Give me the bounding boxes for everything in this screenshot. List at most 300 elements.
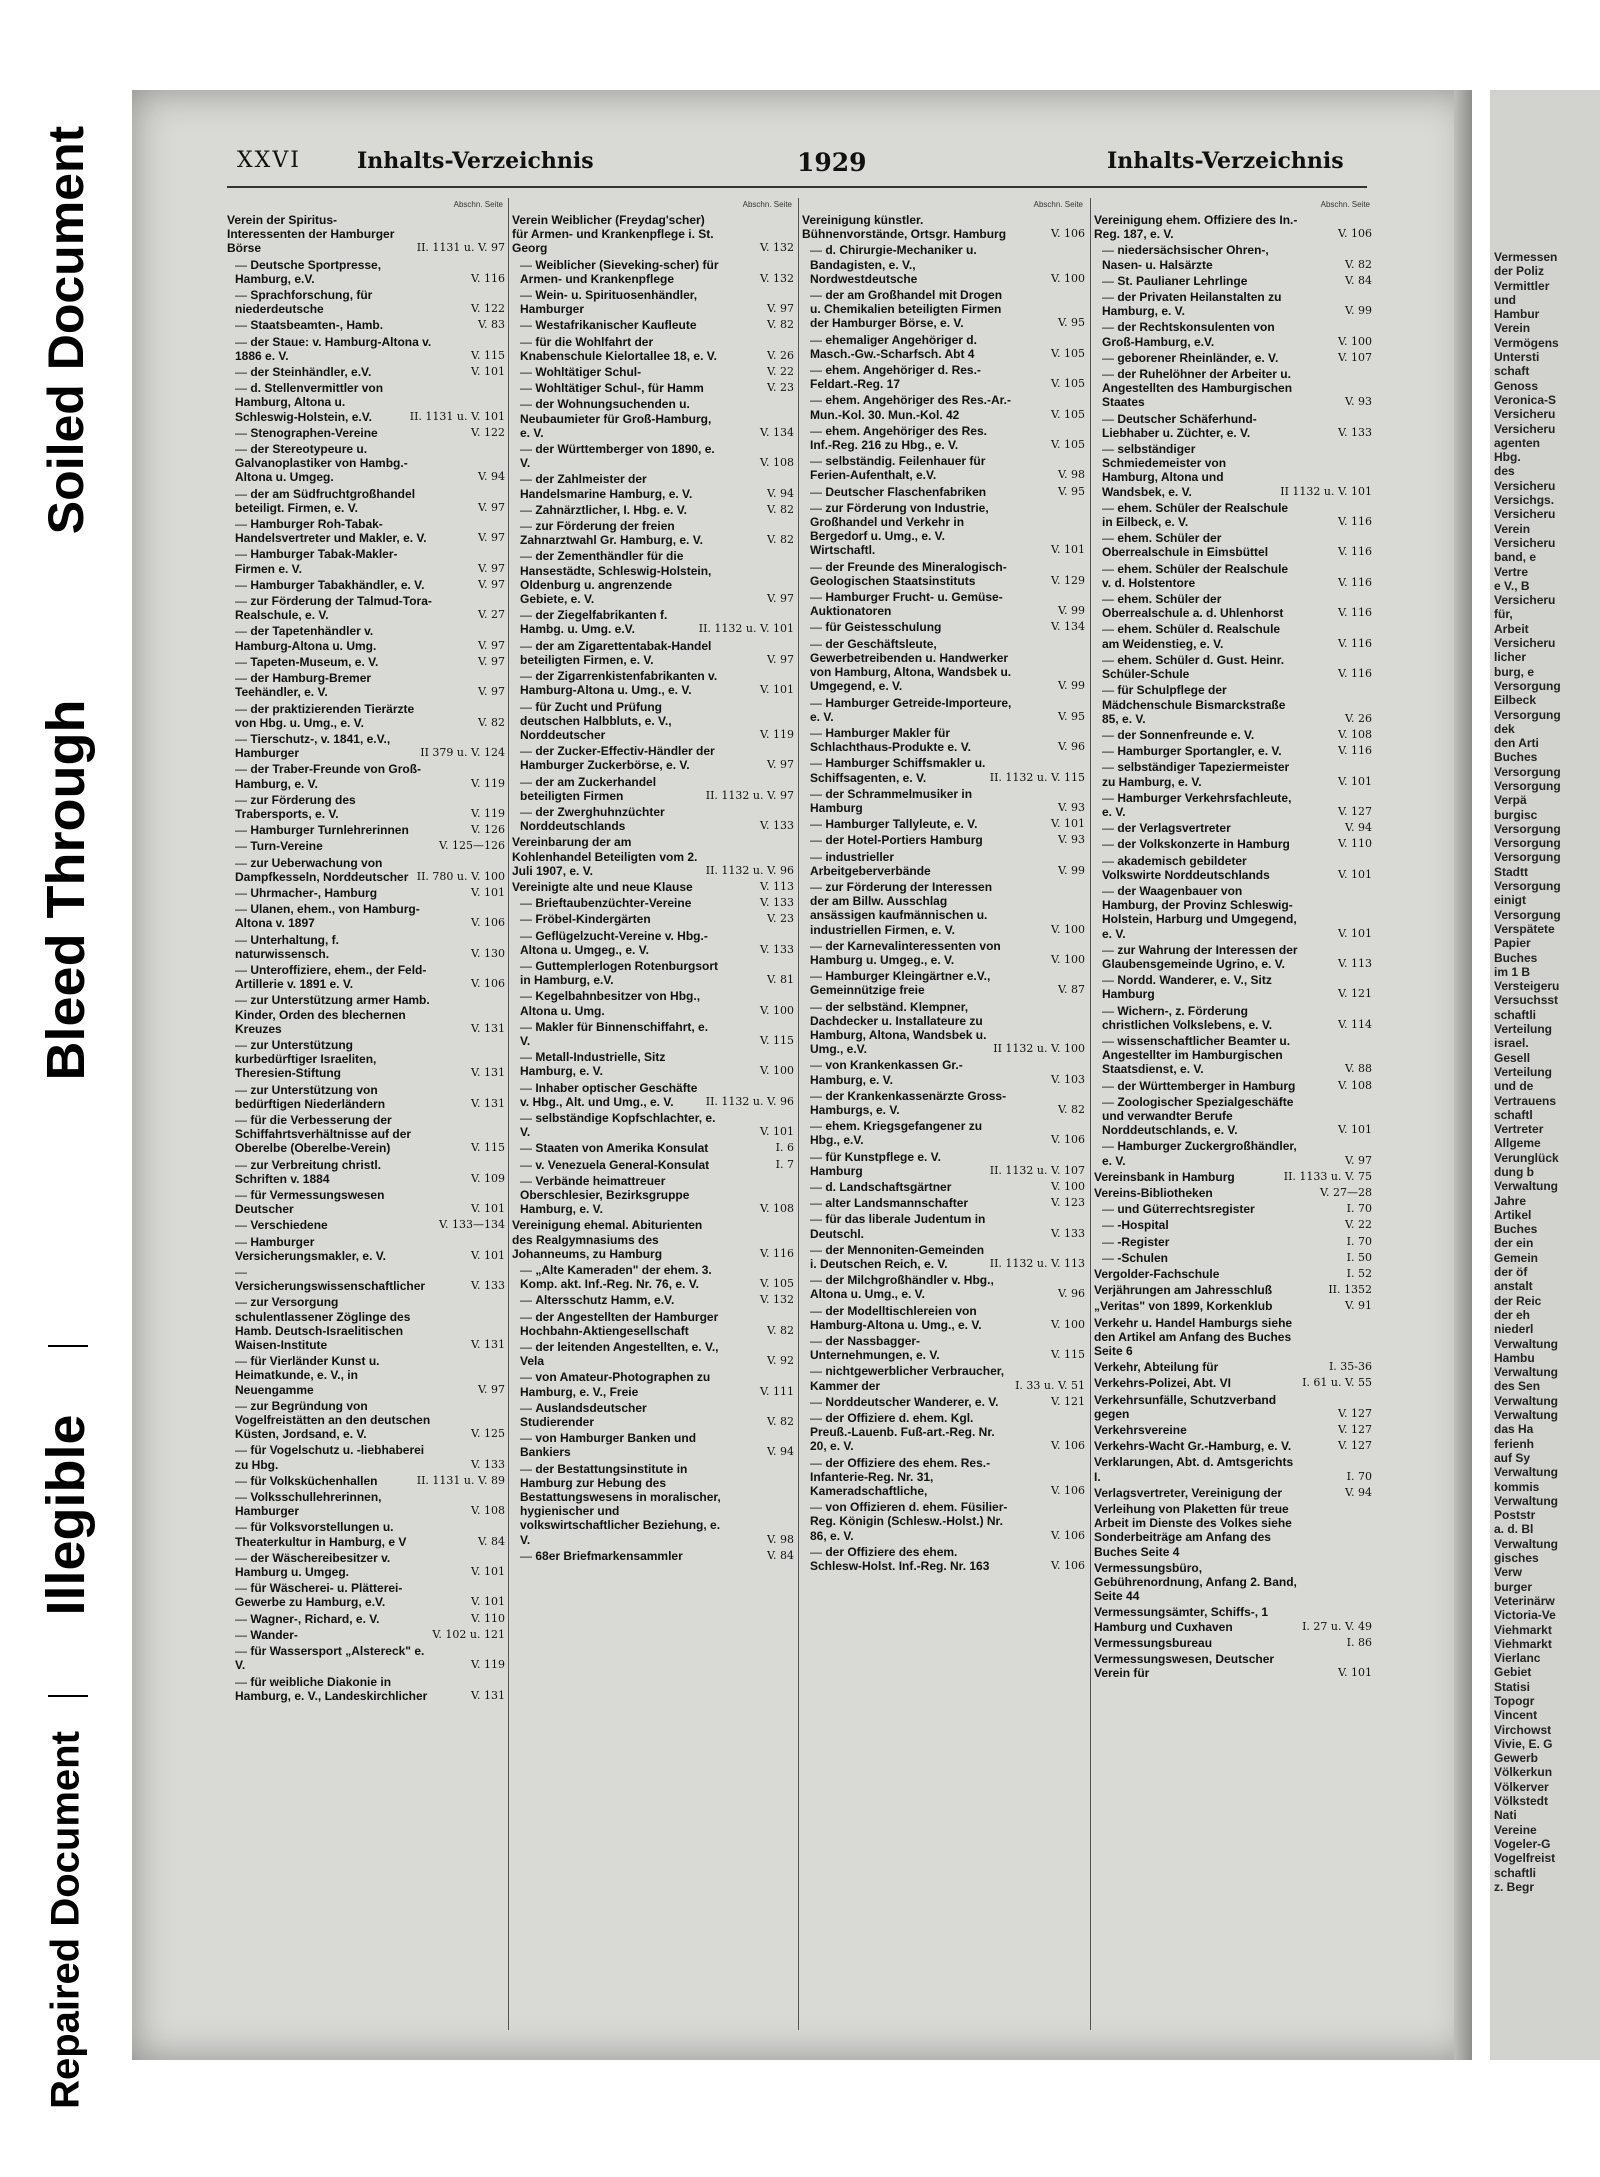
index-entry [512,959,794,987]
entry-reference: V. 81 [766,973,794,987]
index-entry [512,335,794,363]
entry-reference: V. 27—28 [1319,1186,1372,1199]
index-entry [802,1456,1085,1499]
index-entry [1094,854,1372,882]
index-entry [802,969,1085,997]
entry-text: — selbständiger Tapeziermeister zu Hamburg, e. V. [1094,760,1299,788]
bleed-line: der öf [1494,1265,1528,1280]
entry-reference: I. 86 [1346,1635,1372,1649]
index-entry [227,335,505,363]
entry-text: — Wohltätiger Schul-, für Hamm [512,381,721,395]
entry-reference: V. 84 [1344,273,1372,287]
bleed-line: Versicheru [1494,421,1556,436]
entry-reference: V. 132 [759,271,794,285]
index-entry [512,775,794,803]
index-entry [802,696,1085,724]
index-entry [227,1443,505,1471]
column-separator [1090,198,1091,2030]
index-entry [227,1551,505,1579]
index-entry [227,517,505,545]
index-entry [1094,1139,1372,1167]
entry-text: Vereinigung künstler. Bühnenvorstände, Ortsgr. Hamburg [802,213,1007,242]
index-entry [802,939,1085,967]
index-entry [1094,1605,1372,1633]
index-entry [802,424,1085,452]
entry-text: — Geflügelzucht-Vereine v. Hbg.-Altona u. Umgeg., e. V. [512,929,721,957]
index-entry [512,1293,794,1307]
entry-text: — Hamburger Sportangler, e. V. [1094,744,1299,758]
entry-reference: II. 1132 u. V. 113 [989,1257,1085,1271]
index-entry [802,501,1085,558]
entry-reference: V. 82 [477,715,505,729]
index-entry [227,963,505,991]
entry-reference: II. 1132 u. V. 115 [989,770,1085,784]
index-entry [802,333,1085,361]
index-entry [802,1000,1085,1057]
column-heading: Abschn. Seite [453,200,503,209]
entry-reference: V. 101 [759,1125,794,1139]
entry-text: Vergolder-Fachschule [1094,1267,1220,1282]
entry-reference: V. 101 [1337,926,1372,940]
entry-text: Vermessungsbüro, Gebührenordnung, Anfang 2. Band, Seite 44 [1094,1560,1297,1604]
entry-reference: V. 113 [1337,956,1372,970]
entry-reference: V. 102 u. 121 [432,1627,505,1641]
index-entry [1094,412,1372,440]
entry-reference: V. 82 [766,533,794,547]
entry-reference: V. 133 [759,942,794,956]
entry-text: — der Krankenkassenärzte Gross-Hamburgs, e. V. [802,1089,1012,1117]
index-entry [1094,1095,1372,1138]
bleed-line: burger [1494,1579,1533,1594]
bleed-line: kommis [1494,1479,1540,1494]
entry-text: — -Schulen [1094,1251,1299,1265]
entry-reference: V. 127 [1337,804,1372,818]
entry-text: — zur Versorgung schulentlassener Zöglinge des Hamb. Deutsch-Israelitischen Waisen-Institute [227,1295,432,1352]
entry-text: — Norddeutscher Wanderer, e. V. [802,1395,1012,1409]
index-entry [227,1295,505,1352]
entry-reference: V. 91 [1344,1299,1372,1313]
entry-text: — der Traber-Freunde von Groß-Hamburg, e. V. [227,762,432,790]
bleed-line: Vogeler-G [1494,1836,1551,1851]
index-entry [1094,683,1372,726]
index-entry [512,318,794,332]
index-entry [802,243,1085,286]
entry-text: — ehem. Angehöriger des Res. Inf.-Reg. 216 zu Hbg., e. V. [802,424,1012,452]
entry-text: — der Offiziere des ehem. Schlesw-Holst. Inf.-Reg. Nr. 163 [802,1545,1012,1573]
entry-text: — Westafrikanischer Kaufleute [512,318,721,332]
entry-reference: V. 108 [470,1504,505,1518]
index-entry [1094,1636,1372,1650]
entry-text: — ehem. Schüler d. Realschule am Weidenstieg, e. V. [1094,622,1299,650]
bleed-line: Versorgung [1494,879,1561,894]
bleed-line: Verwaltung [1494,1493,1559,1508]
entry-text: — der Nassbagger-Unternehmungen, e. V. [802,1334,1012,1362]
entry-text: — für Vermessungswesen Deutscher [227,1188,432,1216]
bleed-line: und [1494,292,1516,307]
index-entry [227,671,505,699]
entry-reference: V. 82 [766,502,794,516]
entry-text: — für Zucht und Prüfung deutschen Halbbluts, e. V., Norddeutscher [512,700,721,743]
entry-text: — der Angestellten der Hamburger Hochbahn-Aktiengesellschaft [512,1310,721,1338]
entry-text: — Fröbel-Kindergärten [512,912,721,926]
index-entry [802,787,1085,815]
bleed-line: Verwaltung [1494,1365,1559,1380]
entry-text: — für das liberale Judentum in Deutschl. [802,1212,1012,1240]
entry-text: — Uhrmacher-, Hamburg [227,886,432,900]
entry-reference: I. 52 [1346,1267,1372,1281]
entry-reference: V. 97 [1344,1153,1372,1167]
entry-reference: V. 101 [470,1202,505,1216]
index-entry [512,288,794,316]
entry-text: — Hamburger Zuckergroßhändler, e. V. [1094,1139,1299,1167]
bleed-line: a. d. Bl [1494,1522,1534,1537]
entry-reference: V. 106 [1050,1559,1085,1573]
entry-text: — Hamburger Tabakhändler, e. V. [227,578,432,592]
index-entry [227,1612,505,1626]
entry-text: — für Kunstpflege e. V. Hamburg [802,1150,987,1178]
entry-text: — ehem. Schüler d. Gust. Heinr. Schüler-Schule [1094,653,1299,681]
index-entry [512,912,794,926]
bleed-line: Arbeit [1494,621,1529,636]
entry-text: — der Steinhändler, e.V. [227,365,432,379]
entry-text: — der Modelltischlereien von Hamburg-Altona u. Umg., e. V. [802,1304,1012,1332]
index-entry [512,381,794,395]
index-entry [1094,791,1372,819]
bleed-line: Gewerb [1494,1751,1539,1766]
entry-reference: V. 126 [470,823,505,837]
bleed-line: Völkstedt [1494,1794,1549,1809]
bleed-line: Vertre [1494,564,1529,579]
index-entry [512,989,794,1017]
bleed-line: Verteilung [1494,1022,1553,1037]
index-entry [512,1340,794,1368]
entry-text: — d. Stellenvermittler von Hamburg, Altona u. Schleswig-Holstein, e.V. [227,381,407,424]
entry-reference: V. 131 [470,1021,505,1035]
entry-text: — von Krankenkassen Gr.-Hamburg, e. V. [802,1058,1012,1086]
index-entry [1094,1251,1372,1265]
entry-text: — für Geistesschulung [802,620,1012,634]
bleed-line: Vereine [1494,1822,1537,1837]
entry-reference: V. 131 [470,1338,505,1352]
bleed-line: Versicheru [1494,507,1556,522]
column-heading: Abschn. Seite [1033,200,1083,209]
bleed-line: Verteilung [1494,1064,1553,1079]
index-entry [1094,367,1372,410]
index-entry [227,1235,505,1263]
index-entry [227,442,505,485]
entry-text: — Wichern-, z. Förderung christlichen Volkslebens, e. V. [1094,1004,1299,1032]
entry-reference: V. 99 [1057,679,1085,693]
entry-reference: V. 94 [1344,821,1372,835]
entry-reference: II. 1131 u. V. 97 [416,241,505,255]
entry-text: — Inhaber optischer Geschäfte v. Hbg., Alt. und Umg., e. V. [512,1081,703,1109]
index-entry [1094,1652,1372,1680]
bleed-line: den Arti [1494,736,1539,751]
index-entry [1094,1170,1372,1184]
bleed-line: Verein [1494,521,1531,536]
entry-reference: V. 26 [766,348,794,362]
entry-text: — für weibliche Diakonie in Hamburg, e. V., Landeskirchlicher [227,1675,432,1703]
index-column-1 [227,200,505,2030]
entry-reference: V. 94 [766,486,794,500]
page-edge [1454,90,1472,2060]
entry-text: — der praktizierenden Tierärzte von Hbg. u. Umg., e. V. [227,702,432,730]
index-entry [227,288,505,316]
index-entry [227,702,505,730]
bleed-line: Hbg. [1494,450,1521,465]
index-entry [802,1089,1085,1117]
entry-text: — Hamburger Roh-Tabak-Handelsvertreter und Makler, e. V. [227,517,432,545]
entry-reference: V. 121 [1050,1394,1085,1408]
bleed-line: Gebiet [1494,1665,1532,1680]
entry-text: — Hamburger Tabak-Makler-Firmen e. V. [227,547,432,575]
index-entry [227,487,505,515]
bleed-line: das Ha [1494,1422,1534,1437]
entry-text: Verklarungen, Abt. d. Amtsgerichts I. [1094,1455,1294,1484]
entry-reference: V. 101 [1337,1666,1372,1680]
entry-text: — der Wäschereibesitzer v. Hamburg u. Umgeg. [227,1551,432,1579]
index-entry [1094,274,1372,288]
entry-text: — Unterhaltung, f. naturwissensch. [227,933,432,961]
entry-reference: V. 108 [759,1202,794,1216]
entry-text: — Ulanen, ehem., von Hamburg-Altona v. 1897 [227,902,432,930]
entry-reference: V. 106 [470,977,505,991]
entry-reference: V. 132 [759,1293,794,1307]
entry-reference: V. 105 [1050,438,1085,452]
entry-reference: V. 115 [759,1033,794,1047]
entry-reference: V. 101 [470,885,505,899]
entry-reference: V. 97 [766,652,794,666]
entry-text: — ehem. Angehöriger des Res.-Ar.-Mun.-Kol. 30. Mun.-Kol. 42 [802,393,1012,421]
entry-reference: V. 108 [1337,727,1372,741]
entry-reference: V. 116 [759,1246,794,1260]
bleed-through-page [1490,90,1600,2060]
index-entry [227,1265,505,1293]
column-separator [798,198,799,2030]
index-entry [802,1334,1085,1362]
index-entry [512,805,794,833]
index-entry [1094,442,1372,499]
index-entry [1094,1034,1372,1077]
entry-text: — Hamburger Turnlehrerinnen [227,823,432,837]
entry-reference: V. 116 [1337,744,1372,758]
index-entry [512,519,794,547]
entry-text: — Wander- [227,1628,429,1642]
entry-reference: II. 1132 u. V. 96 [705,1094,794,1108]
index-entry [512,880,794,894]
index-entry [802,288,1085,331]
bleed-line: dung b [1494,1165,1534,1179]
entry-reference: V. 116 [1337,515,1372,529]
entry-text: — von Offizieren d. ehem. Füsilier-Reg. Königin (Schlesw.-Holst.) Nr. 86, e. V. [802,1500,1012,1543]
entry-reference: V. 108 [1337,1078,1372,1092]
entry-reference: I. 70 [1346,1202,1372,1216]
entry-reference: V. 105 [1050,407,1085,421]
bleed-line: Viehmarkt [1494,1636,1552,1651]
entry-reference: V. 93 [1057,800,1085,814]
index-entry [227,1113,505,1156]
entry-text: — zur Förderung von Industrie, Großhandel und Verkehr in Bergedorf u. Umg., e. V. Wirtschaftl. [802,501,1012,558]
index-entry [512,1263,794,1291]
entry-reference: V. 121 [1337,987,1372,1001]
entry-reference: V. 127 [1337,1439,1372,1453]
bleed-line: Hambur [1494,307,1540,322]
entry-text: — Metall-Industrielle, Sitz Hamburg, e. V. [512,1050,721,1078]
entry-reference: V. 132 [759,241,794,255]
entry-reference: I. 27 u. V. 49 [1302,1619,1372,1633]
bleed-line: Buches [1494,750,1538,765]
entry-reference: V. 131 [470,1066,505,1080]
index-entry [1094,243,1372,271]
bleed-line: Veterinärw [1494,1593,1555,1608]
index-entry [227,213,505,256]
entry-reference: V. 119 [470,776,505,790]
index-entry [802,1304,1085,1332]
entry-text: — wissenschaftlicher Beamter u. Angestellter im Hamburgischen Staatsdienst, e. V. [1094,1034,1299,1077]
index-entry [227,1188,505,1216]
header-title-right: Inhalts-Verzeichnis [1107,148,1344,174]
entry-text: — der Verlagsvertreter [1094,821,1299,835]
index-entry [227,1354,505,1397]
entry-text: — Turn-Vereine [227,839,432,853]
entry-text: — ehem. Kriegsgefangener zu Hbg., e.V. [802,1119,1012,1147]
entry-text: — der Württemberger in Hamburg [1094,1079,1299,1093]
index-entry [802,817,1085,831]
bleed-line: Völkerkun [1494,1765,1553,1780]
entry-reference: V. 82 [766,318,794,332]
index-entry [227,886,505,900]
index-entry [802,1411,1085,1454]
entry-text: — der leitenden Angestellten, e. V., Vela [512,1340,721,1368]
index-entry [227,624,505,652]
entry-reference: V. 134 [1050,620,1085,634]
entry-text: — der Hamburg-Bremer Teehändler, e. V. [227,671,432,699]
index-entry [512,1462,794,1547]
entry-text: — der Offiziere d. ehem. Kgl. Preuß.-Lauenb. Fuß-art.-Reg. Nr. 20, e. V. [802,1411,1012,1454]
bleed-line: der ein [1494,1236,1534,1251]
index-entry [512,929,794,957]
entry-text: — der am Zigarettentabak-Handel beteiligten Firmen, e. V. [512,639,721,667]
index-entry [512,365,794,379]
entry-text: — von Hamburger Banken und Bankiers [512,1431,721,1459]
entry-reference: V. 101 [1337,1123,1372,1137]
index-entry [512,1218,794,1261]
entry-text: — zur Unterstützung kurbedürftiger Israeliten, Theresien-Stiftung [227,1038,432,1081]
bleed-line: Buches [1494,950,1538,965]
bleed-line: israel. [1494,1036,1529,1051]
entry-text: Verleihung von Plaketten für treue Arbeit im Dienste des Volkes siehe Sonderbeiträge am Anfang des Buches Seite 4 [1094,1502,1292,1559]
entry-text: — ehem. Schüler der Realschule in Eilbeck, e. V. [1094,501,1299,529]
index-entry [227,1628,505,1642]
entry-reference: V. 119 [759,727,794,741]
index-entry [227,381,505,424]
running-head [237,148,1367,188]
index-entry [512,258,794,286]
entry-reference: I. 33 u. V. 51 [1015,1378,1085,1392]
index-entry [802,637,1085,694]
entry-text: Verlagsvertreter, Vereinigung der [1094,1485,1283,1500]
index-entry [512,397,794,440]
entry-reference: V. 127 [1337,1406,1372,1420]
entry-text: — niedersächsischer Ohren-, Nasen- u. Halsärzte [1094,243,1299,271]
bleed-line: gisches [1494,1551,1539,1566]
entry-reference: V. 101 [470,1595,505,1609]
bleed-line: Jahre [1494,1193,1527,1208]
bleed-line: Versorgung [1494,764,1561,779]
index-entry [512,442,794,470]
entry-reference: V. 119 [470,806,505,820]
entry-text: — selbständig. Feilenhauer für Ferien-Aufenthalt, e.V. [802,454,1012,482]
entry-text: — der Ruhelöhner der Arbeiter u. Angestellten des Hamburgischen Staates [1094,367,1299,410]
bleed-line: einigt [1494,893,1526,908]
entry-reference: V. 106 [1050,1528,1085,1542]
entry-reference: V. 100 [1337,334,1372,348]
bleed-through-label: Bleed Through [36,699,96,1081]
entry-text: — der Ziegelfabrikanten f. Hambg. u. Umg. e.V. [512,608,696,636]
entry-text: — für Wassersport „Alstereck" e. V. [227,1644,432,1672]
index-entry [1094,1079,1372,1093]
bleed-line: Versorgung [1494,707,1561,722]
entry-text: — geborener Rheinländer, e. V. [1094,351,1299,365]
index-entry [802,1150,1085,1178]
header-year: 1929 [797,148,867,177]
entry-reference: V. 88 [1344,1062,1372,1076]
entry-reference: V. 82 [1057,1102,1085,1116]
entry-reference: V. 115 [1050,1348,1085,1362]
entry-text: — Versicherungswissenschaftlicher [227,1265,432,1293]
index-entry [1094,821,1372,835]
entry-reference: V. 101 [1337,867,1372,881]
index-entry [802,363,1085,391]
bleed-line: anstalt [1494,1279,1533,1294]
entry-text: — zur Begründung von Vogelfreistätten an den deutschen Küsten, Jordsand, e. V. [227,1399,432,1442]
entry-reference: V. 133—134 [438,1218,505,1232]
entry-text: — Staaten von Amerika Konsulat [512,1141,721,1155]
entry-text: — selbständige Kopfschlachter, e. V. [512,1111,721,1139]
entry-reference: V. 100 [1050,1317,1085,1331]
index-entry [1094,320,1372,348]
index-entry [1094,1502,1372,1559]
entry-reference: V. 95 [1057,709,1085,723]
entry-text: — Sprachforschung, für niederdeutsche [227,288,432,316]
entry-reference: V. 134 [759,425,794,439]
index-entry [227,839,505,853]
entry-text: — v. Venezuela General-Konsulat [512,1158,721,1172]
bleed-line: für, [1494,607,1513,622]
entry-reference: II 1132 u. V. 101 [1280,484,1372,498]
index-entry [1094,562,1372,590]
bleed-line: des [1494,464,1515,479]
entry-reference: V. 115 [470,1141,505,1155]
entry-reference: V. 101 [759,683,794,697]
entry-text: — Hamburger Versicherungsmakler, e. V. [227,1235,432,1263]
index-entry [227,732,505,760]
index-entry [802,1273,1085,1301]
index-entry [512,1370,794,1398]
soiled-document-label: Soiled Document [38,125,94,535]
entry-reference: V. 101 [1337,774,1372,788]
index-entry [227,793,505,821]
index-entry [512,213,794,256]
entry-text: Verkehr u. Handel Hamburgs siehe den Artikel am Anfang des Buches Seite 6 [1094,1315,1293,1359]
entry-text: — der Milchgroßhändler v. Hbg., Altona u. Umg., e. V. [802,1273,1012,1301]
entry-reference: V. 116 [470,271,505,285]
entry-text: — ehem. Schüler der Oberrealschule a. d. Uhlenhorst [1094,592,1299,620]
index-entry [512,639,794,667]
index-entry [227,823,505,837]
entry-reference: V. 133 [759,819,794,833]
entry-text: — Zoologischer Spezialgeschäfte und verwandter Berufe Norddeutschlands, e. V. [1094,1095,1299,1138]
